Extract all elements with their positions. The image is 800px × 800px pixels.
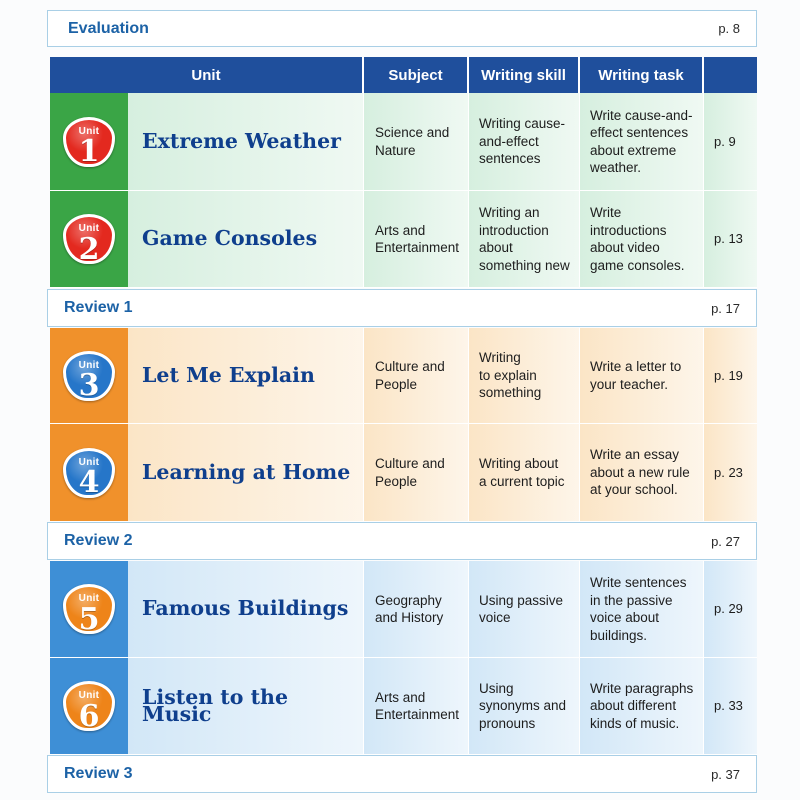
unit-page: p. 33 [704,658,757,754]
evaluation-row[interactable] [47,10,757,47]
table-header [50,57,757,93]
unit-badge-6 [63,681,115,734]
review-label: Review 2 [64,532,133,549]
unit-writing-skill: Using synonyms and pronouns [479,680,567,731]
unit-number: 1 [78,134,100,169]
header-writing-skill: Writing skill [469,57,580,93]
header-subject: Subject [364,57,469,93]
unit-writing-skill: Writing an introduction about something new [479,205,570,273]
unit-row-1[interactable] [50,93,757,191]
unit-word: Unit [78,690,100,701]
unit-page: p. 29 [704,561,757,657]
unit-stripe [50,191,128,287]
unit-badge-3 [63,351,115,401]
unit-word: Unit [78,125,100,137]
review-row-2[interactable] [47,522,757,560]
unit-row-5[interactable] [50,561,757,658]
unit-page: p. 19 [704,328,757,423]
header-unit: Unit [50,57,364,93]
unit-badge-5 [63,584,115,637]
unit-writing-skill: Writing about a current topic [479,456,565,489]
unit-number: 6 [78,698,100,734]
unit-subject: Geography and History [375,592,444,625]
unit-stripe [50,424,128,521]
unit-number: 2 [78,231,100,267]
unit-writing-task: Write paragraphs about different kinds of music. [590,680,694,731]
evaluation-page: p. 8 [718,21,740,36]
unit-stripe [50,93,128,190]
unit-row-2[interactable] [50,191,757,288]
review-row-1[interactable] [47,289,757,327]
unit-word: Unit [78,456,100,468]
unit-word: Unit [78,359,100,371]
unit-row-4[interactable] [50,424,757,522]
unit-writing-task: Write an essay about a new rule at your school. [590,447,690,498]
unit-writing-skill: Writing to explain something [479,350,542,401]
unit-subject: Arts and Entertainment [375,222,460,255]
unit-number: 4 [78,465,100,500]
unit-stripe [50,328,128,423]
unit-title: Learning at Home [128,424,364,521]
unit-badge-1 [63,117,115,167]
header-writing-task: Writing task [580,57,704,93]
unit-number: 5 [78,601,100,637]
unit-page: p. 23 [704,424,757,521]
unit-writing-task: Write sentences in the passive voice about buildings. [590,575,687,643]
unit-title: Extreme Weather [128,93,364,190]
unit-word: Unit [78,223,100,234]
review-page: p. 37 [711,766,740,782]
unit-writing-skill: Using passive voice [479,592,564,625]
unit-subject: Arts and Entertainment [375,689,460,722]
unit-writing-task: Write introductions about video game consoles. [590,205,685,273]
review-page: p. 17 [711,300,740,316]
unit-stripe [50,561,128,657]
unit-page: p. 13 [704,191,757,287]
unit-writing-task: Write a letter to your teacher. [590,359,682,392]
unit-title: Game Consoles [128,191,364,287]
unit-title: Let Me Explain [128,328,364,423]
header-page [704,57,757,93]
review-label: Review 1 [64,299,133,316]
unit-stripe [50,658,128,754]
unit-number: 3 [78,368,100,403]
unit-subject: Culture and People [375,456,445,489]
review-row-3[interactable] [47,755,757,793]
unit-title: Listen to the Music [128,658,364,754]
unit-subject: Culture and People [375,359,445,392]
review-page: p. 27 [711,533,740,549]
unit-writing-task: Write cause-and- effect sentences about extreme weather. [590,107,693,175]
unit-word: Unit [78,593,100,604]
unit-subject: Science and Nature [375,125,450,158]
unit-page: p. 9 [704,93,757,190]
unit-row-6[interactable] [50,658,757,755]
unit-writing-skill: Writing cause- and-effect sentences [479,116,566,167]
unit-badge-4 [63,448,115,498]
evaluation-label: Evaluation [68,19,149,37]
unit-title: Famous Buildings [128,561,364,657]
review-label: Review 3 [64,765,133,782]
unit-badge-2 [63,214,115,267]
unit-row-3[interactable] [50,328,757,424]
